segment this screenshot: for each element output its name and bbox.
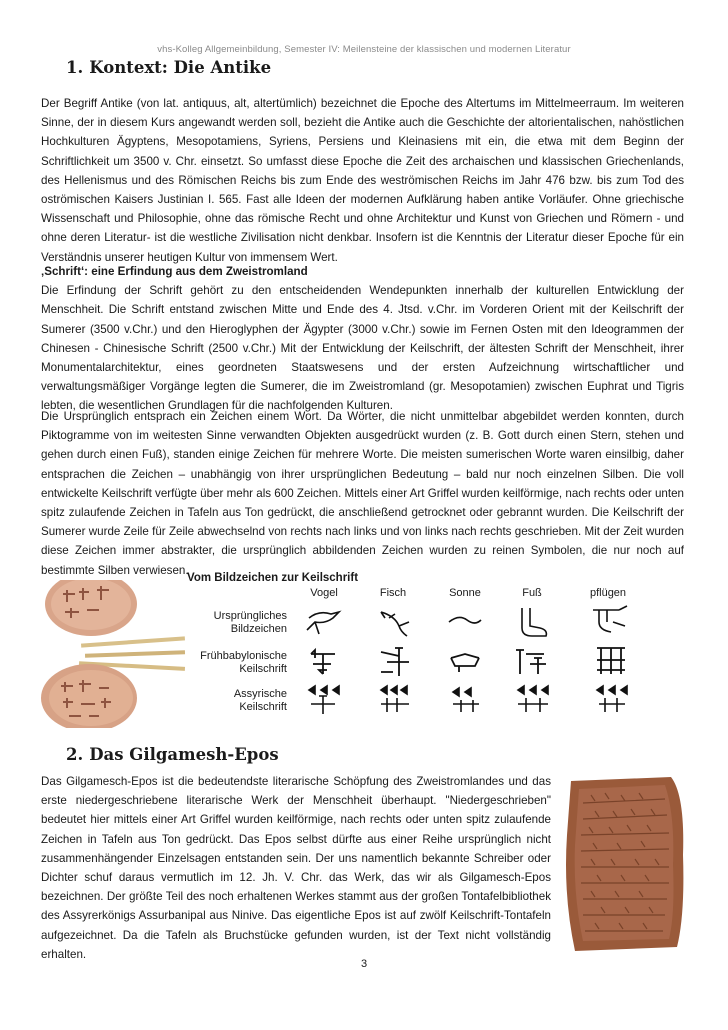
writing-subheading: ‚Schrift‘: eine Erfindung aus dem Zweistromland — [41, 265, 308, 278]
foot-pictograph-icon — [512, 604, 552, 640]
section-1-number: 1. — [66, 58, 84, 77]
section-2-paragraph: Das Gilgamesch-Epos ist die bedeutendste literarische Schöpfung des Zweistromlandes und das erste niedergeschriebene literarische Werk der Menschheit überhaupt. "Niedergeschrieben" bedeutet hier mittels einer Art Griffel wurden keilförmige, nach rechts oder unten spitz zulaufende Zeichen in Tafeln aus Ton gedrückt. Das Epos selbst dürfte aus einer Reihe ursprünglich nicht zusammenhängender Einzelsagen entstanden sein. Der uns namentlich bekannte Schreiber oder Dichter schuf daraus vermutlich im 12. Jh. V. Chr. das Werk, das wir als Gilgamesch-Epos bezeichnen. Der größte Teil des noch erhaltenen Werkes stammt aus der großen Tontafelbibliothek des Assyrerkönigs Assurbanipal aus Ninive. Das eigentliche Epos ist auf zwölf Keilschrift-Tontafeln aufgezeichnet. Da die Tafeln als Bruchstücke gefunden wurden, ist der Text nicht vollständig erhalten. — [41, 775, 551, 961]
section-2-title: Das Gilgamesh-Epos — [89, 745, 279, 764]
sun-pictograph-icon — [445, 604, 485, 640]
column-vogel: Vogel — [310, 587, 338, 599]
cuneiform-figure — [41, 572, 689, 737]
bird-assyrian-icon — [303, 682, 343, 718]
plough-assyrian-icon — [589, 680, 633, 718]
clay-tablet-photo — [41, 580, 187, 728]
bird-pictograph-icon — [303, 604, 343, 640]
sun-early-babylonian-icon — [445, 644, 485, 680]
running-header: vhs-Kolleg Allgemeinbildung, Semester IV: Meilensteine der klassischen und modernen Literatur — [157, 44, 571, 55]
column-fisch: Fisch — [379, 587, 407, 599]
section-2-heading — [66, 745, 279, 764]
section-1-paragraph-1: Der Begriff Antike (von lat. antiquus, alt, altertümlich) bezeichnet die Epoche des Altertums im Mittelmeerraum. Im weiteren Sinne, der in diesem Kurs angewandt werden soll, bezieht die Antike auch die Geschichte der altorientalischen, nahöstlichen Hochkulturen Ägyptens, Mesopotamiens, Syriens, Persiens und Kleinasiens mit ein, die etwa mit dem Beginn der Schriftlichkeit um 3500 v. Chr. einsetzt. So umfasst diese Epoche die Zeit des archaischen und klassischen Griechenlands, des Hellenismus und des Römischen Reichs bis zum Ende des weströmischen Reichs im Jahr 476 bzw. bis zum Tod des oströmischen Kaisers Justinian I. 565. Fast alle Ideen der modernen Aufklärung haben antike Vorläufer. Ohne griechische Wissenschaft und Philosophie, ohne das römische Recht und ohne Architektur und Kunst von Griechen und Römern - und ohne deren Literatur- ist die westliche Zivilisation nicht denkbar. Insofern ist die Kenntnis der Literatur dieser Epoche für ein Verständnis unserer heutigen Kultur von immensem Wert. — [41, 97, 684, 264]
figure-title: Vom Bildzeichen zur Keilschrift — [187, 572, 359, 584]
foot-early-babylonian-icon — [512, 644, 552, 680]
plough-pictograph-icon — [589, 602, 633, 640]
fish-assyrian-icon — [375, 682, 415, 718]
section-1-title: Kontext: Die Antike — [89, 58, 272, 77]
section-1-subsection — [41, 262, 684, 416]
sun-assyrian-icon — [445, 682, 485, 718]
column-fuss: Fuß — [522, 587, 542, 599]
row-label-pictograph: Ursprüngliches Bildzeichen — [213, 610, 287, 635]
column-pfluegen: pflügen — [589, 587, 627, 599]
foot-assyrian-icon — [512, 682, 552, 718]
row-label-early-babylonian: Frühbabylonische Keilschrift — [200, 650, 287, 675]
fish-pictograph-icon — [375, 604, 415, 640]
fish-early-babylonian-icon — [375, 644, 415, 680]
row-label-assyrian: Assyrische Keilschrift — [233, 688, 287, 713]
section-1-paragraph-3: Die Ursprünglich entsprach ein Zeichen einem Wort. Da Wörter, die nicht unmittelbar abgebildet werden konnten, durch Piktogramme von im weitesten Sinne verwandten Objekten ausgedrückt wurden (z. B. Gott durch einen Stern, stehen und gehen durch einen Fuß), standen einige Zeichen für mehrere Worte. Die meisten sumerischen Worte waren einsilbig, daher entsprachen die Zeichen – unabhängig von ihrer ursprünglichen Bedeutung – bald nur noch einzelnen Silben. Die voll entwickelte Keilschrift verfügte über mehr als 600 Zeichen. Mittels einer Art Griffel wurden keilförmige, nach rechts oder unten spitz zulaufende Zeichen in Tafeln aus Ton gedrückt, die anschließend getrocknet oder gebrannt wurden. Die Keilschrift der Sumerer wurde Zeile für Zeile abwechselnd von rechts nach links und von links nach rechts geschrieben. Mit der Zeit wurden diese Zeichen immer abstrakter, die ursprünglich abbildenden Zeichen wurden zu reinen Symbolen, die nur noch auf bestimmte Silben verwiesen. — [41, 410, 684, 577]
plough-early-babylonian-icon — [589, 642, 633, 680]
column-sonne: Sonne — [449, 587, 481, 599]
page-number: 3 — [360, 958, 368, 970]
section-2-number: 2. — [66, 745, 84, 764]
gilgamesh-tablet-photo — [561, 775, 687, 952]
section-1-heading — [66, 58, 271, 77]
bird-early-babylonian-icon — [303, 644, 343, 680]
section-1-paragraph-2: Die Erfindung der Schrift gehört zu den entscheidenden Wendepunkten innerhalb der kulturellen Entwicklung der Menschheit. Die Schrift entstand zwischen Mitte und Ende des 4. Jtsd. v.Chr. im Vorderen Orient mit der Keilschrift der Sumerer (3500 v.Chr.) und den Hieroglyphen der Ägypter (3000 v.Chr.) sowie im Fernen Osten mit den Ideogrammen der Chinesen - Chinesische Schrift (2500 v.Chr.) Mit der Entwicklung der Keilschrift, der ältesten Schrift der Menschheit, ihrer Monumentalarchitektur, eines geordneten Staatswesens und der ersten Aufzeichnung wirtschaftlicher und verwaltungsmäßiger Vorgänge legten die Sumerer, die im Zweistromland (gr. Mesopotamien) zwischen Euphrat und Tigris lebten, die wesentlichen Grundlagen für die nachfolgenden Kulturen. — [41, 284, 684, 413]
